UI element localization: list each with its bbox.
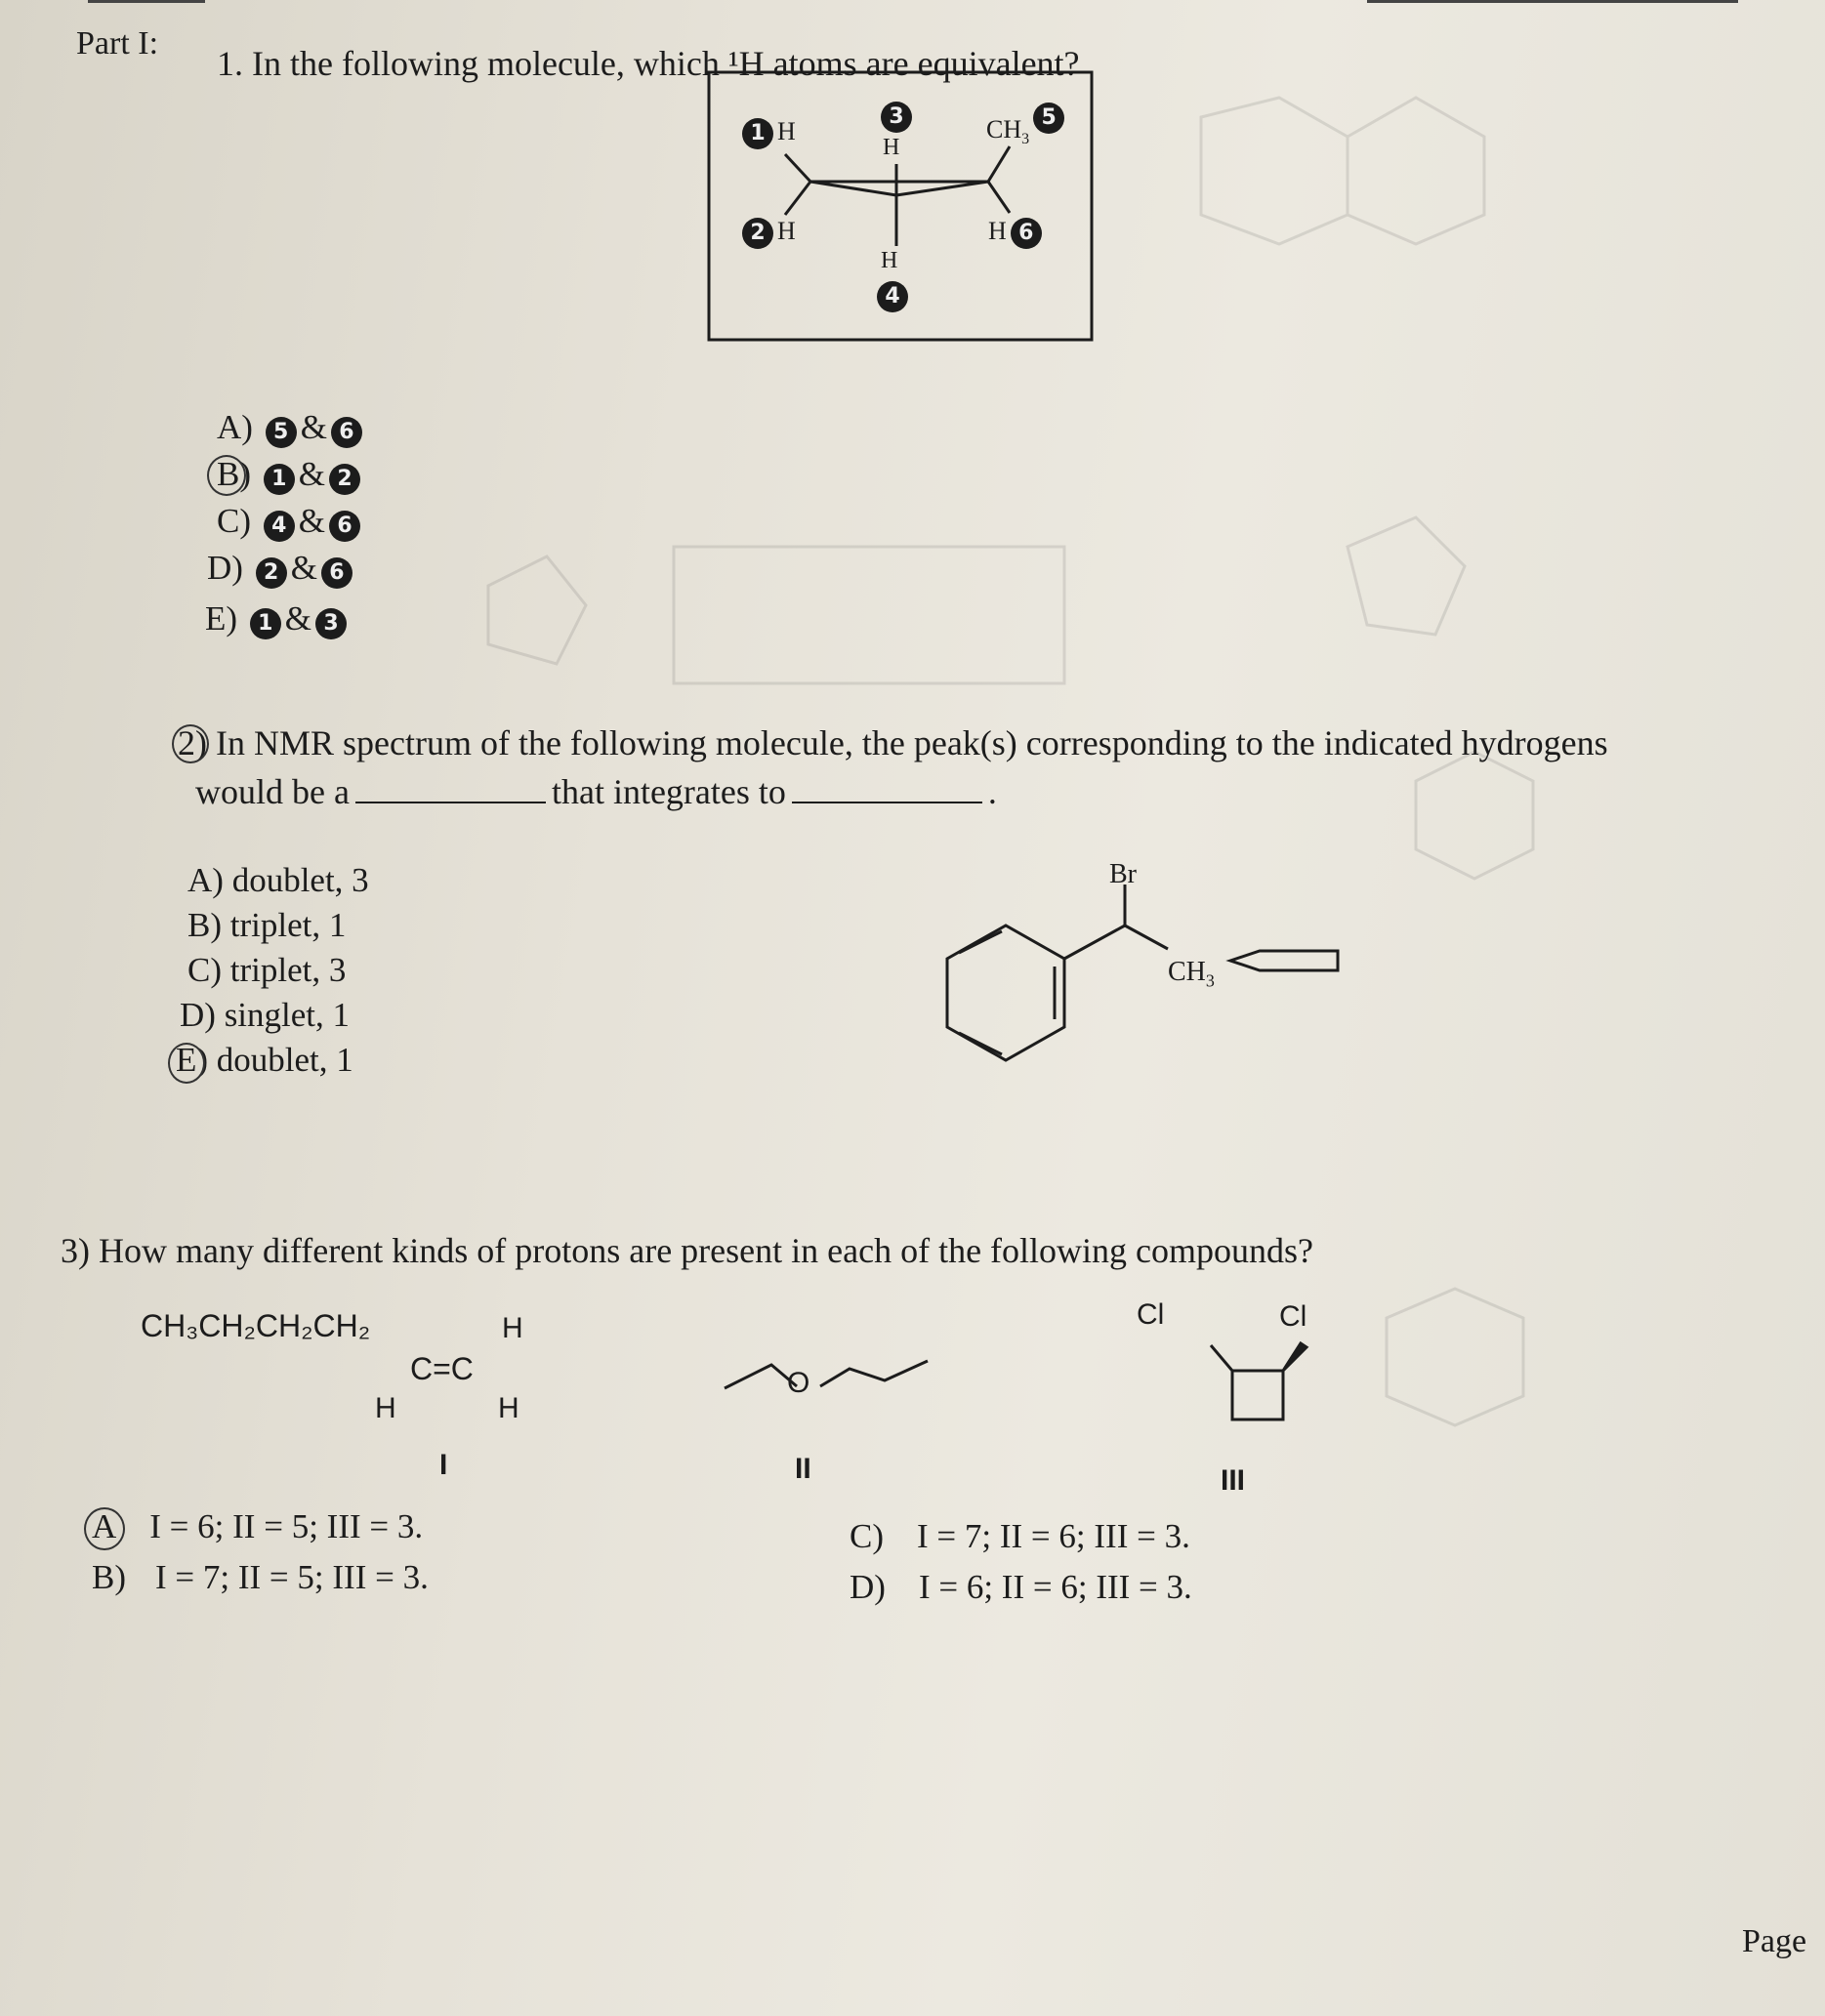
q3-option-b[interactable]: B) I = 7; II = 5; III = 3.	[92, 1558, 429, 1596]
compound-3-roman: III	[1221, 1464, 1246, 1497]
q3-option-a[interactable]: A I = 6; II = 5; III = 3.	[92, 1507, 424, 1545]
q1-selected-answer-circle	[207, 455, 246, 496]
q2-option-b[interactable]: B) triplet, 1	[187, 906, 347, 944]
compound-1-chain: CH₃CH₂CH₂CH₂	[141, 1308, 371, 1343]
indicator-arrow-icon	[1228, 963, 1229, 964]
answer-blank-2[interactable]	[792, 802, 982, 803]
q2-option-c[interactable]: C) triplet, 3	[187, 951, 347, 989]
q2-ch3-label: $CH_3$	[1168, 957, 1215, 991]
q1-ch3-label: $CH_35$	[986, 115, 1068, 148]
marker-3-icon: 3	[881, 102, 912, 133]
q3-selected-answer-circle	[84, 1507, 125, 1550]
marker-1-icon: 1	[264, 464, 295, 495]
compound-1-c-eq-c: C=C	[410, 1351, 474, 1386]
page-label: Page	[1742, 1923, 1807, 1959]
q1-h6-label: H 6	[988, 217, 1046, 249]
q2-br-label: Br	[1109, 859, 1137, 889]
marker-4-icon: 4	[877, 281, 908, 312]
marker-3-icon: 3	[315, 608, 347, 639]
q1-h4-label: H	[881, 248, 898, 273]
q2-selected-answer-circle	[168, 1043, 205, 1084]
compound-1-roman: I	[439, 1449, 448, 1481]
marker-6-icon: 6	[321, 557, 353, 589]
q1-h3-label: H	[883, 135, 900, 160]
q1-option-c[interactable]: C) 4 & 6	[217, 502, 364, 542]
q1-h1-label: 1 H	[738, 117, 796, 149]
marker-6-icon: 6	[1011, 218, 1042, 249]
compound-1-h-left: H	[375, 1392, 396, 1424]
q1-option-e[interactable]: E) 1 & 3	[205, 599, 351, 639]
compound-1-h-top: H	[502, 1312, 523, 1344]
marker-1-icon: 1	[250, 608, 281, 639]
marker-2-icon: 2	[742, 218, 773, 249]
q1-h2-label: 2 H	[738, 217, 796, 249]
compound-3-structure	[1191, 1308, 1348, 1425]
marker-6-icon: 6	[331, 417, 362, 448]
q1-question-text: 1. In the following molecule, which ¹H atoms are equivalent?	[217, 44, 1080, 83]
compound-2-roman: II	[795, 1453, 811, 1485]
q2-option-a[interactable]: A) doublet, 3	[187, 861, 369, 899]
marker-6-icon: 6	[329, 511, 360, 542]
q2-number-circle	[172, 724, 209, 763]
compound-3-cl-right: Cl	[1279, 1300, 1307, 1333]
compound-2-oxygen: O	[787, 1367, 810, 1399]
compound-1-h-right: H	[498, 1392, 519, 1424]
q2-option-d[interactable]: D) singlet, 1	[180, 996, 351, 1034]
q1-option-d[interactable]: D) 2 & 6	[207, 549, 356, 589]
marker-2-icon: 2	[256, 557, 287, 589]
top-rule-right	[1367, 0, 1738, 3]
q3-option-c[interactable]: C) I = 7; II = 6; III = 3.	[850, 1517, 1190, 1555]
marker-5-icon: 5	[1033, 103, 1064, 134]
compound-2-structure	[713, 1347, 947, 1425]
marker-4-icon: 4	[264, 511, 295, 542]
q1-option-b[interactable]: B) 1 & 2	[217, 455, 364, 495]
marker-2-icon: 2	[329, 464, 360, 495]
part-heading: Part I:	[76, 25, 159, 62]
q2-option-e[interactable]: E) doublet, 1	[176, 1041, 353, 1079]
q1-h4-marker	[873, 281, 912, 312]
q1-h3-marker	[877, 102, 916, 133]
answer-blank-1[interactable]	[355, 802, 546, 803]
q3-question-text: 3) How many different kinds of protons are present in each of the following compounds?	[61, 1231, 1314, 1270]
q3-option-d[interactable]: D) I = 6; II = 6; III = 3.	[850, 1568, 1192, 1606]
q2-question-line1: 2) In NMR spectrum of the following molecule, the peak(s) corresponding to the indicated hydrogens	[178, 723, 1608, 762]
q2-number: 2)	[178, 723, 207, 762]
q2-question-line2: would be a that integrates to .	[195, 772, 997, 811]
top-rule-left	[88, 0, 205, 3]
marker-5-icon: 5	[266, 417, 297, 448]
q1-option-a[interactable]: A) 5 & 6	[217, 408, 366, 448]
compound-3-cl-left: Cl	[1137, 1298, 1165, 1331]
marker-1-icon: 1	[742, 118, 773, 149]
q2-molecule-diagram	[937, 859, 1348, 1113]
